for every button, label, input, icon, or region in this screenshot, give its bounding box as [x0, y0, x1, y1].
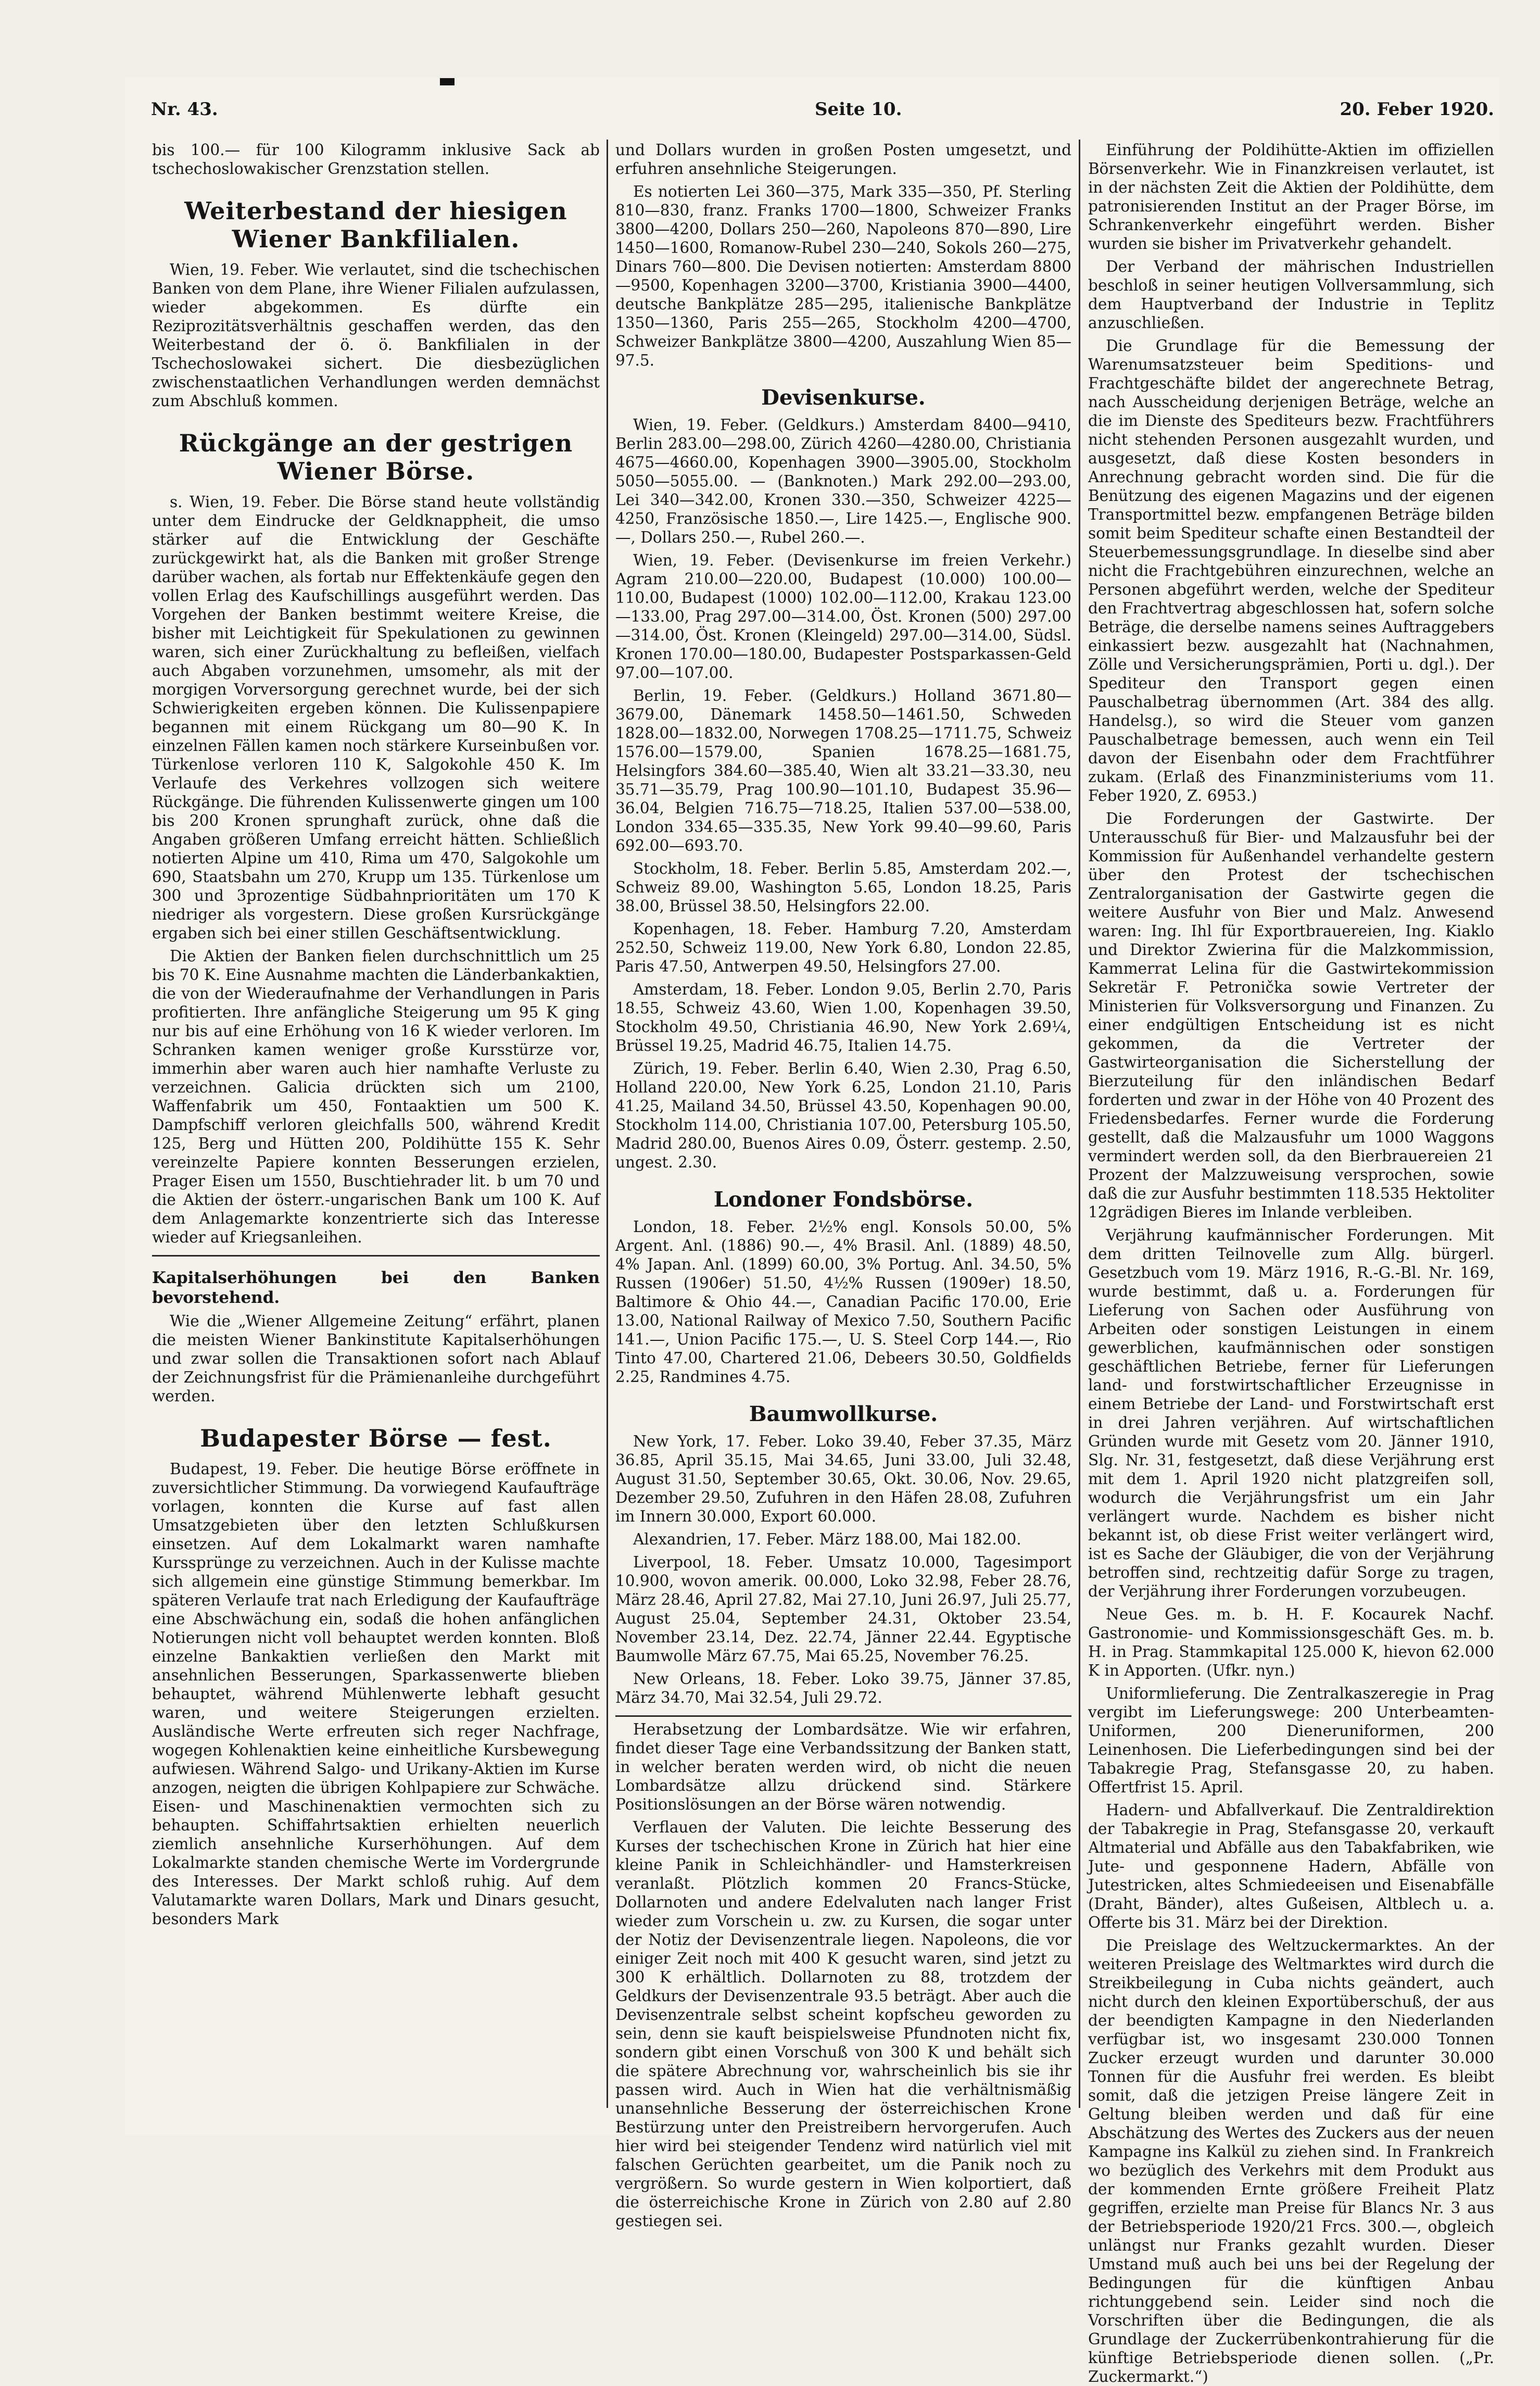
article-text: Verjährung kaufmännischer Forderungen. Mit dem dritten Teilnovelle zum Allg. bürgerl. Gesetzbuch vom 19. März 1916, R.-G.-Bl. Nr. 169, wurde bestimmt, daß u. a. Forderungen für Lieferung von Sachen oder Ausführung von Arbeiten oder sonstigen Leistungen in einem gewerblichen, kaufmännischen oder sonstigen geschäftlichen Betriebe, ferner für Lieferungen land- und forstwirtschaftlicher Erzeugnisse in einem Betriebe der Land- und Forstwirtschaft erst in drei Jahren verjähren. Auf wirtschaftlichen Gründen wurde mit Gesetz vom 20. Jänner 1910, Slg. Nr. 31, festgesetzt, daß diese Verjährung erst mit dem 1. April 1920 nicht platzgreifen soll, wodurch die Verjährungsfrist um ein Jahr verlängert wurde. Nachdem es bisher nicht bekannt ist, ob diese Frist weiter verlängert wird, ist es Sache der Gläubiger, die von der Verjährung betroffen sind, rechtzeitig dafür Sorge zu tragen, der Verjährung ihrer Forderungen vorzubeugen. [1088, 1226, 1494, 1600]
page-header [151, 99, 1494, 130]
article-text: Hadern- und Abfallverkauf. Die Zentraldirektion der Tabakregie in Prag, Stefansgasse 20, verkauft Altmaterial und Abfälle aus den Tabakfabriken, wie Jute- und gesponnene Hadern, Abfälle von Jutestricken, altes Schmiedeeisen und Eisenabfälle (Draht, Bänder), altes Gußeisen, Altblech u. a. Offerte bis 31. März bei der Direktion. [1088, 1801, 1494, 1931]
column-3 [1088, 141, 1494, 2385]
column-rule [1079, 140, 1080, 2108]
print-mark [440, 78, 455, 85]
article-text: und Dollars wurden in großen Posten umgesetzt, und erfuhren ansehnliche Steigerungen. [615, 141, 1071, 178]
market-report: Kopenhagen, 18. Feber. Hamburg 7.20, Amsterdam 252.50, Schweiz 119.00, New York 6.80, London 22.85, Paris 47.50, Antwerpen 49.50, Helsingfors 27.00. [615, 920, 1071, 975]
market-report: Zürich, 19. Feber. Berlin 6.40, Wien 2.30, Prag 6.50, Holland 220.00, New York 6.25, London 21.10, Paris 41.25, Mailand 34.50, Brüssel 43.50, Kopenhagen 90.00, Stockholm 114.00, Christiania 107.00, Petersburg 105.50, Madrid 280.00, Buenos Aires 0.09, Österr. gestemp. 2.50, ungest. 2.30. [615, 1060, 1071, 1171]
article-text: Wien, 19. Feber. Wie verlautet, sind die tschechischen Banken von dem Plane, ihre Wiener Filialen aufzulassen, wieder abgekommen. Es dürfte ein Reziprozitätsverhältnis geschaffen werden, das den Weiterbestand der ö. ö. Bankfilialen in der Tschechoslowakei sichert. Die diesbezüglichen zwischenstaatlichen Verhandlungen werden demnächst zum Abschluß kommen. [152, 261, 600, 410]
article-text: Die Preislage des Weltzuckermarktes. An der weiteren Preislage des Weltmarktes wird durch die Streikbeilegung in Cuba nichts geändert, auch nicht durch den kleinen Exportüberschuß, der aus der beendigten Kampagne in den Niederlanden verfügbar ist, wo insgesamt 230.000 Tonnen Zucker erzeugt wurden und darunter 30.000 Tonnen für die Ausfuhr frei werden. Es bleibt somit, daß die jetzigen Preise längere Zeit in Geltung bleiben werden und daß für eine Abschätzung des Wertes des Zuckers aus der neuen Kampagne ins Kalkül zu ziehen sind. In Frankreich wo bezüglich des Verkehrs mit dem Produkt aus der kommenden Ernte größere Freiheit Platz gegriffen, erzielte man Preise für Blancs Nr. 3 aus der Betriebsperiode 1920/21 Frcs. 300.—, obgleich unlängst nur Franks gezahlt wurden. Dieser Umstand muß auch bei uns bei der Regelung der Bedingungen für die künftigen Anbau richtunggebend sein. Leider sind noch die Vorschriften über die Bedingungen, die als Grundlage der Zuckerrübenkontrahierung für die künftige Betriebsperiode dienen sollen. („Pr. Zuckermarkt.“) [1088, 1937, 1494, 2385]
issue-number: Nr. 43. [151, 99, 218, 120]
market-report: Wien, 19. Feber. (Devisenkurse im freien Verkehr.) Agram 210.00—220.00, Budapest (10.000) 100.00—110.00, Budapest (1000) 102.00—112.00, Krakau 123.00—133.00, Prag 297.00—314.00, Öst. Kronen (500) 297.00—314.00, Öst. Kronen (Kleingeld) 297.00—314.00, Südsl. Kronen 170.00—180.00, Budapester Postsparkassen-Geld 97.00—107.00. [615, 551, 1071, 682]
headline: Rückgänge an der gestrigen Wiener Börse. [179, 429, 573, 485]
headline: Baumwollkurse. [749, 1402, 938, 1426]
market-report: Amsterdam, 18. Feber. London 9.05, Berlin 2.70, Paris 18.55, Schweiz 43.60, Wien 1.00, Kopenhagen 39.50, Stockholm 49.50, Christiania 46.90, New York 2.69¼, Brüssel 19.25, Madrid 46.75, Italien 14.75. [615, 981, 1071, 1054]
article-text: Einführung der Poldihütte-Aktien im offiziellen Börsenverkehr. Wie in Finanzkreisen verlautet, ist in der nächsten Zeit die Aktien der Poldihütte, dem patronisierenden Institut an der Prager Börse, im Schrankenverkehr eingeführt werden. Bisher wurden sie bisher im Privatverkehr gehandelt. [1088, 141, 1494, 253]
subheadline: Kapitalserhöhungen bei den Banken bevorstehend. [152, 1269, 600, 1307]
article-text: Uniformlieferung. Die Zentralkaszeregie in Prag vergibt im Lieferungswege: 200 Unterbeamten-Uniformen, 200 Dieneruniformen, 200 Leinenhosen. Die Lieferbedingungen sind bei der Tabakregie Prag, Stefansgasse 20, zu haben. Offertfrist 15. April. [1088, 1685, 1494, 1796]
article-text: Wie die „Wiener Allgemeine Zeitung“ erfährt, planen die meisten Wiener Bankinstitute Kapitalserhöhungen und zwar sollen die Transaktionen sofort nach Ablauf der Zeichnungsfrist für die Prämienanleihe durchgeführt werden. [152, 1312, 600, 1405]
column-rule [607, 140, 608, 2108]
article-text: Die Forderungen der Gastwirte. Der Unterausschuß für Bier- und Malzausfuhr bei der Kommission für Außenhandel verhandelte gestern über den Protest der tschechischen Zentralorganisation der Gastwirte gegen die weitere Ausfuhr von Bier und Malz. Anwesend waren: Ing. Ihl für Exportbrauereien, Ing. Kiaklo und Direktor Zwierina für die Malzkommission, Kammerrat Lelina für die Gastwirtekommission Sekretär F. Petronička sowie Vertreter der Ministerien für Volksversorgung und Finanzen. Zu einer endgültigen Entscheidung ist es nicht gekommen, da die Vertreter der Gastwirteorganisation die Sicherstellung der Bierzuteilung für den inländischen Bedarf forderten und zwar in der Höhe von 40 Prozent des Friedensbedarfes. Ferner wurde die Forderung gestellt, daß die Malzausfuhr um 1000 Waggons vermindert werden soll, da den Bierbrauereien 21 Prozent der Malzzuweisung versprochen, sowie daß die zur Ausfuhr bestimmten 118.535 Hektoliter 12grädigen Bieres im Inlande verbleiben. [1088, 810, 1494, 1221]
article-text: Herabsetzung der Lombardsätze. Wie wir erfahren, findet dieser Tage eine Verbandssitzung der Banken statt, in welcher beraten werden wird, ob nicht die neuen Lombardsätze allzu drückend sind. Stärkere Positionslösungen an der Börse wären notwendig. [615, 1721, 1071, 1813]
article-text: Es notierten Lei 360—375, Mark 335—350, Pf. Sterling 810—830, franz. Franks 1700—1800, Schweizer Franks 3800—4200, Dollars 250—260, Napoleons 870—890, Lire 1450—1600, Romanow-Rubel 230—240, Sokols 260—275, Dinars 760—800. Die Devisen notierten: Amsterdam 8800—9500, Kopenhagen 3200—3700, Kristiania 3900—4400, deutsche Bankplätze 285—295, italienische Bankplätze 1350—1360, Paris 255—265, Stockholm 4200—4700, Schweizer Bankplätze 3800—4200, Auszahlung Wien 85—97.5. [615, 183, 1071, 369]
article-text: Neue Ges. m. b. H. F. Kocaurek Nachf. Gastronomie- und Kommissionsgeschäft Ges. m. b. H. in Prag. Stammkapital 125.000 K, hievon 62.000 K in Apporten. (Ufkr. nyn.) [1088, 1605, 1494, 1679]
article-text: s. Wien, 19. Feber. Die Börse stand heute vollständig unter dem Eindrucke der Geldknappheit, die umso stärker auf die Entwicklung der Geschäfte zurückgewirkt hat, als die Banken mit großer Strenge darüber wachen, als fortab nur Effektenkäufe gegen den vollen Erlag des Kaufschillings ausgeführt werden. Das Vorgehen der Banken bestimmt weitere Kreise, die bisher mit Leichtigkeit für Spekulationen zu gewinnen waren, sich einer Zurückhaltung zu befleißen, vielfach auch Abgaben vorzunehmen, umsomehr, als mit der morgigen Vorversorgung gerechnet wurde, bei der sich Schwierigkeiten ergeben können. Die Kulissenpapiere begannen mit einem Rückgang um 80—90 K. In einzelnen Fällen kamen noch stärkere Kurseinbußen vor. Türkenlose verloren 110 K, Salgokohle 450 K. Im Verlaufe des Verkehres vollzogen sich weitere Rückgänge. Die führenden Kulissenwerte gingen um 100 bis 200 Kronen sprunghaft zurück, ohne daß die Angaben größeren Umfang erreicht hätten. Schließlich notierten Alpine um 410, Rima um 470, Salgokohle um 690, Staatsbahn um 270, Krupp um 135. Türkenlose um 300 und 3prozentige Südbahnprioritäten um 170 K niedriger als vorgestern. Diese großen Kursrückgänge ergaben sich bei einer stillen Geschäftsentwicklung. [152, 493, 600, 942]
column-2 [615, 141, 1071, 2230]
market-report: Wien, 19. Feber. (Geldkurs.) Amsterdam 8400—9410, Berlin 283.00—298.00, Zürich 4260—4280.00, Christiania 4675—4660.00, Kopenhagen 3900—3905.00, Stockholm 5050—5055.00. — (Banknoten.) Mark 292.00—293.00, Lei 340—342.00, Kronen 330.—350, Schweizer 4225—4250, Französische 1850.—, Lire 1425.—, Englische 900.—, Dollars 250.—, Rubel 260.—. [615, 416, 1071, 546]
article-text: Budapest, 19. Feber. Die heutige Börse eröffnete in zuversichtlicher Stimmung. Da vorwiegend Kaufaufträge vorlagen, konnten die Kurse auf fast allen Umsatzgebieten über den letzten Schlußkursen einsetzen. Auf dem Lokalmarkt waren namhafte Kurssprünge zu verzeichnen. Auch in der Kulisse machte sich allgemein eine günstige Stimmung bemerkbar. Im späteren Verlaufe trat nach Erledigung der Kaufaufträge eine Abschwächung ein, sodaß die hohen anfänglichen Notierungen nicht voll behauptet werden konnten. Bloß einzelne Bankaktien verließen den Markt mit ansehnlichen Besserungen, Sparkassenwerte blieben behauptet, während Mühlenwerte lebhaft gesucht waren, und weitere Steigerungen erzielten. Ausländische Werte erfreuten sich reger Nachfrage, wogegen Kohlenaktien keine einheitliche Kursbewegung aufwiesen. Während Salgo- und Urikany-Aktien im Kurse anzogen, neigten die übrigen Kohlpapiere zur Schwäche. Eisen- und Maschinenaktien vermochten sich zu behaupten. Schiffahrtsaktien erhielten neuerlich ziemlich ansehnliche Kurserhöhungen. Auf dem Lokalmarkte standen chemische Werte im Vordergrunde des Interesses. Der Markt schloß ruhig. Auf dem Valutamarkte waren Dollars, Mark und Dinars gesucht, besonders Mark [152, 1460, 600, 1928]
market-report: Berlin, 19. Feber. (Geldkurs.) Holland 3671.80—3679.00, Dänemark 1458.50—1461.50, Schweden 1828.00—1832.00, Norwegen 1708.25—1711.75, Schweiz 1576.00—1579.00, Spanien 1678.25—1681.75, Helsingfors 384.60—385.40, Wien alt 33.21—33.30, neu 35.71—35.79, Prag 100.90—101.10, Budapest 35.96—36.04, Belgien 716.75—718.25, Italien 537.00—538.00, London 334.65—335.35, New York 99.40—99.60, Paris 692.00—693.70. [615, 687, 1071, 855]
market-report: Alexandrien, 17. Feber. März 188.00, Mai 182.00. [633, 1530, 1021, 1548]
page-number: Seite 10. [815, 99, 902, 120]
market-report: Liverpool, 18. Feber. Umsatz 10.000, Tagesimport 10.900, wovon amerik. 00.000, Loko 32.98, Feber 28.76, März 28.46, April 27.82, Mai 27.10, Juni 26.97, Juli 25.77, August 25.04, September 24.31, Oktober 23.54, November 23.14, Dez. 22.74, Jänner 22.44. Egyptische Baumwolle März 67.75, Mai 65.25, November 76.25. [615, 1553, 1071, 1665]
market-report: Stockholm, 18. Feber. Berlin 5.85, Amsterdam 202.—, Schweiz 89.00, Washington 5.65, London 18.25, Paris 38.00, Brüssel 38.50, Helsingfors 22.00. [615, 860, 1071, 915]
headline: Londoner Fondsbörse. [713, 1187, 974, 1212]
divider [615, 1715, 1071, 1717]
headline: Budapester Börse — fest. [200, 1424, 552, 1452]
column-1 [152, 141, 600, 2119]
issue-date: 20. Feber 1920. [1340, 99, 1494, 120]
article-text: bis 100.— für 100 Kilogramm inklusive Sack ab tschechoslowakischer Grenzstation stellen. [152, 141, 600, 178]
market-report: New York, 17. Feber. Loko 39.40, Feber 37.35, März 36.85, April 35.15, Mai 34.65, Juni 33.00, Juli 32.48, August 31.50, September 30.65, Okt. 30.06, Nov. 29.65, Dezember 29.50, Zufuhren in den Häfen 28.08, Zufuhren im Innern 30.000, Export 60.000. [615, 1433, 1071, 1525]
headline: Devisenkurse. [761, 385, 926, 410]
divider [152, 1255, 600, 1257]
article-text: Die Grundlage für die Bemessung der Warenumsatzsteuer beim Speditions- und Frachtgeschäfte bildet der angerechnete Betrag, nach Ausscheidung derjenigen Beträge, welche an die im Dienste des Spediteurs bezw. Frachtführers nicht stehenden Personen ausgezahlt wurden, und ausgesetzt, daß diese Kosten besonders in Anrechnung gebracht worden sind. Die für die Benützung des eigenen Magazins und der eigenen Transportmittel bezw. empfangenen Beträge bilden somit beim Spediteur schafte einen Bestandteil der Steuerbemessungsgrundlage. In dieselbe sind aber nicht die Frachtgebühren einzurechnen, welche an Personen abgeführt werden, welche der Spediteur den Frachtvertrag abgeschlossen hat, sofern solche Beträge, die derselbe namens seines Auftraggebers einkassiert bezw. ausgezahlt hat (Nachnahmen, Zölle und Versicherungsprämien, Porti u. dgl.). Der Spediteur den Transport gegen einen Pauschalbetrag übernommen (Art. 384 des allg. Handelsg.), so wird die Steuer vom ganzen Pauschalbetrage bemessen, auch wenn ein Teil davon der Eisenbahn oder dem Frachtführer zukam. (Erlaß des Finanzministeriums vom 11. Feber 1920, Z. 6953.) [1088, 337, 1494, 805]
headline: Weiterbestand der hiesigen Wiener Bankfilialen. [184, 197, 567, 253]
article-text: Der Verband der mährischen Industriellen beschloß in seiner heutigen Vollversammlung, sich dem Hauptverband der Industrie in Teplitz anzuschließen. [1088, 258, 1494, 332]
market-report: London, 18. Feber. 2½% engl. Konsols 50.00, 5% Argent. Anl. (1886) 90.—, 4% Brasil. Anl. (1889) 48.50, 4% Japan. Anl. (1899) 60.00, 3% Portug. Anl. 34.50, 5% Russen (1906er) 51.50, 4½% Russen (1909er) 18.50, Baltimore & Ohio 44.—, Canadian Pacific 170.00, Erie 13.00, National Railway of Mexico 7.50, Southern Pacific 141.—, Union Pacific 175.—, U. S. Steel Corp 144.—, Rio Tinto 47.00, Chartered 21.06, Debeers 30.50, Goldfields 2.25, Randmines 4.75. [615, 1218, 1071, 1386]
market-report: New Orleans, 18. Feber. Loko 39.75, Jänner 37.85, März 34.70, Mai 32.54, Juli 29.72. [615, 1670, 1071, 1706]
article-text: Die Aktien der Banken fielen durchschnittlich um 25 bis 70 K. Eine Ausnahme machten die Länderbankaktien, die von der Wiederaufnahme der Verhandlungen in Paris profitierten. Ihre anfängliche Steigerung um 95 K ging nur bis auf eine Erhöhung von 16 K wieder verloren. Im Schranken kamen weniger große Kursstürze vor, immerhin aber waren auch hier namhafte Verluste zu verzeichnen. Galicia drückten sich um 2100, Waffenfabrik um 450, Fontaaktien um 500 K. Dampfschiff verloren gleichfalls 500, während Kredit 125, Berg und Hütten 200, Poldihütte 155 K. Sehr vereinzelte Papiere konnten Besserungen erzielen, Prager Eisen um 1550, Buschtiehrader lit. b um 70 und die Aktien der österr.-ungarischen Bank um 100 K. Auf dem Anlagemarkte konzentrierte sich das Interesse wieder auf Kriegsanleihen. [152, 947, 600, 1246]
article-text: Verflauen der Valuten. Die leichte Besserung des Kurses der tschechischen Krone in Zürich hat hier eine kleine Panik in Schleichhändler- und Hamsterkreisen veranlaßt. Plötzlich kommen 20 Francs-Stücke, Dollarnoten und andere Edelvaluten nach langer Frist wieder zum Vorschein u. zw. zu Kursen, die sogar unter der Notiz der Devisenzentrale liegen. Napoleons, die vor einiger Zeit noch mit 400 K gesucht waren, sind jetzt zu 300 K erhältlich. Dollarnoten zu 88, trotzdem der Geldkurs der Devisenzentrale 93.5 beträgt. Aber auch die Devisenzentrale selbst scheint kopfscheu geworden zu sein, denn sie kauft beispielsweise Pfundnoten nicht fix, sondern gibt einen Vorschuß von 300 K und behält sich die spätere Abrechnung vor, wahrscheinlich bis sie ihr passen wird. Auch in Wien hat die verhältnismäßig unansehnliche Besserung der österreichischen Krone Bestürzung unter den Preistreibern hervorgerufen. Auch hier wird bei steigender Tendenz wird natürlich viel mit falschen Gerüchten gearbeitet, um die Panik noch zu vergrößern. So wurde gestern in Wien kolportiert, daß die österreichische Krone in Zürich von 2.80 auf 2.80 gestiegen sei. [615, 1818, 1071, 2230]
